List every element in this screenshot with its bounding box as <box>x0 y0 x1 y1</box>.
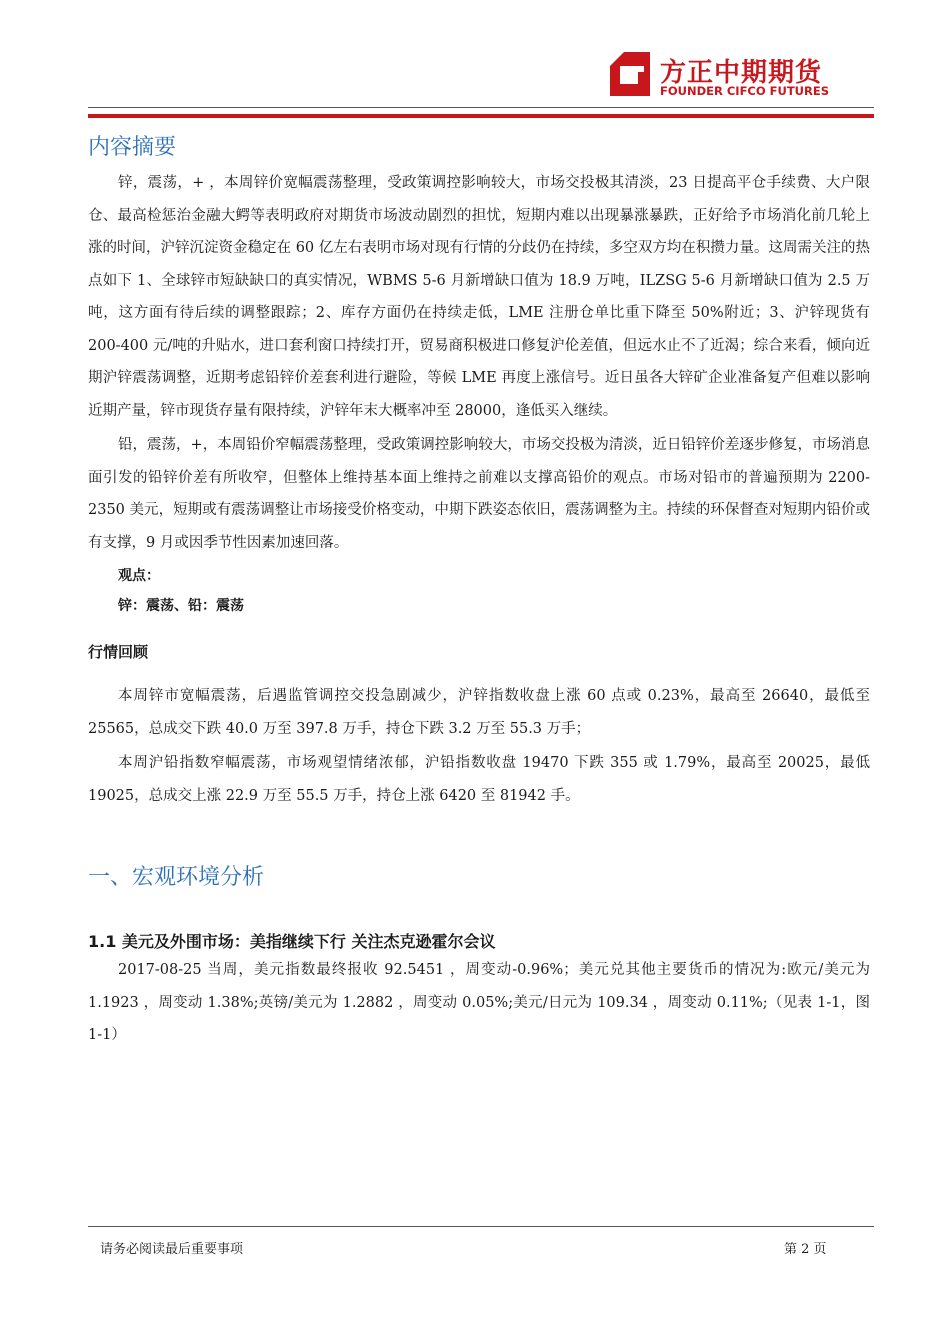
header-divider <box>88 107 874 108</box>
page-number: 第 2 页 <box>784 1242 827 1257</box>
review-title: 行情回顾 <box>88 643 149 661</box>
review-zinc-paragraph: 本周锌市宽幅震荡，后遇监管调控交投急剧减少，沪锌指数收盘上涨 60 点或 0.23%，最高至 26640，最低至 25565，总成交下跌 40.0 万至 397.8 万手，持仓下跌 3.2 万至 55.3 万手； <box>88 688 870 737</box>
company-logo <box>610 52 840 102</box>
summary-lead-paragraph: 铅，震荡，+，本周铅价窄幅震荡整理，受政策调控影响较大，市场交投极为清淡，近日铅锌价差逐步修复，市场消息面引发的铅锌价差有所收窄，但整体上维持基本面上维持之前难以支撑高铅价的观点。市场对铅市的普遍预期为 2200-2350 美元，短期或有震荡调整让市场接受价格变动，中期下跌姿态依旧，震荡调整为主。持续的环保督查对短期内铅价或有支撑，9 月或因季节性因素加速回落。 <box>88 437 870 551</box>
view-label: 观点： <box>118 568 160 584</box>
macro-subsection-title: 1.1 美元及外围市场：美指继续下行 关注杰克逊霍尔会议 <box>88 932 496 951</box>
page-content <box>88 130 870 1052</box>
footer-disclaimer: 请务必阅读最后重要事项 <box>100 1242 244 1257</box>
logo-english-name: FOUNDER CIFCO FUTURES <box>660 84 830 98</box>
review-lead-paragraph: 本周沪铅指数窄幅震荡，市场观望情绪浓郁，沪铅指数收盘 19470 下跌 355 或 1.79%，最高至 20025，最低 19025，总成交上涨 22.9 万至 55.5 万手，持仓上涨 6420 至 81942 手。 <box>88 755 870 804</box>
logo-chinese-name: 方正中期期货 <box>660 58 823 88</box>
view-text: 锌：震荡、铅：震荡 <box>118 598 244 614</box>
header-red-bar <box>88 114 874 118</box>
macro-paragraph: 2017-08-25 当周，美元指数最终报收 92.5451 ，周变动-0.96%；美元兑其他主要货币的情况为:欧元/美元为 1.1923 ，周变动 1.38%;英镑/美元为 1.2882 ，周变动 0.05%;美元/日元为 109.34 ，周变动 0.11%;（见表 1-1，图 1-1） <box>88 962 870 1043</box>
footer-divider <box>88 1226 874 1227</box>
macro-title: 一、宏观环境分析 <box>88 865 265 890</box>
summary-zinc-paragraph: 锌，震荡，+ ，本周锌价宽幅震荡整理，受政策调控影响较大，市场交投极其清淡，23 日提高平仓手续费、大户限仓、最高检惩治金融大鳄等表明政府对期货市场波动剧烈的担忧，短期内难以出现暴涨暴跌，正好给予市场消化前几轮上涨的时间，沪锌沉淀资金稳定在 60 亿左右表明市场对现有行情的分歧仍在持续，多空双方均在积攒力量。这周需关注的热点如下 1、全球锌市短缺缺口的真实情况，WBMS 5-6 月新增缺口值为 18.9 万吨，ILZSG 5-6 月新增缺口值为 2.5 万吨，这方面有待后续的调整跟踪；2、库存方面仍在持续走低，LME 注册仓单比重下降至 50%附近；3、沪锌现货有 200-400 元/吨的升贴水，进口套利窗口持续打开，贸易商积极进口修复沪伦差值，但远水止不了近渴；综合来看，倾向近期沪锌震荡调整，近期考虑铅锌价差套利进行避险，等候 LME 再度上涨信号。近日虽各大锌矿企业准备复产但难以影响近期产量，锌市现货存量有限持续，沪锌年末大概率冲至 28000，逢低买入继续。 <box>88 175 870 419</box>
summary-title: 内容摘要 <box>88 135 177 160</box>
founder-logo-icon <box>610 52 650 96</box>
